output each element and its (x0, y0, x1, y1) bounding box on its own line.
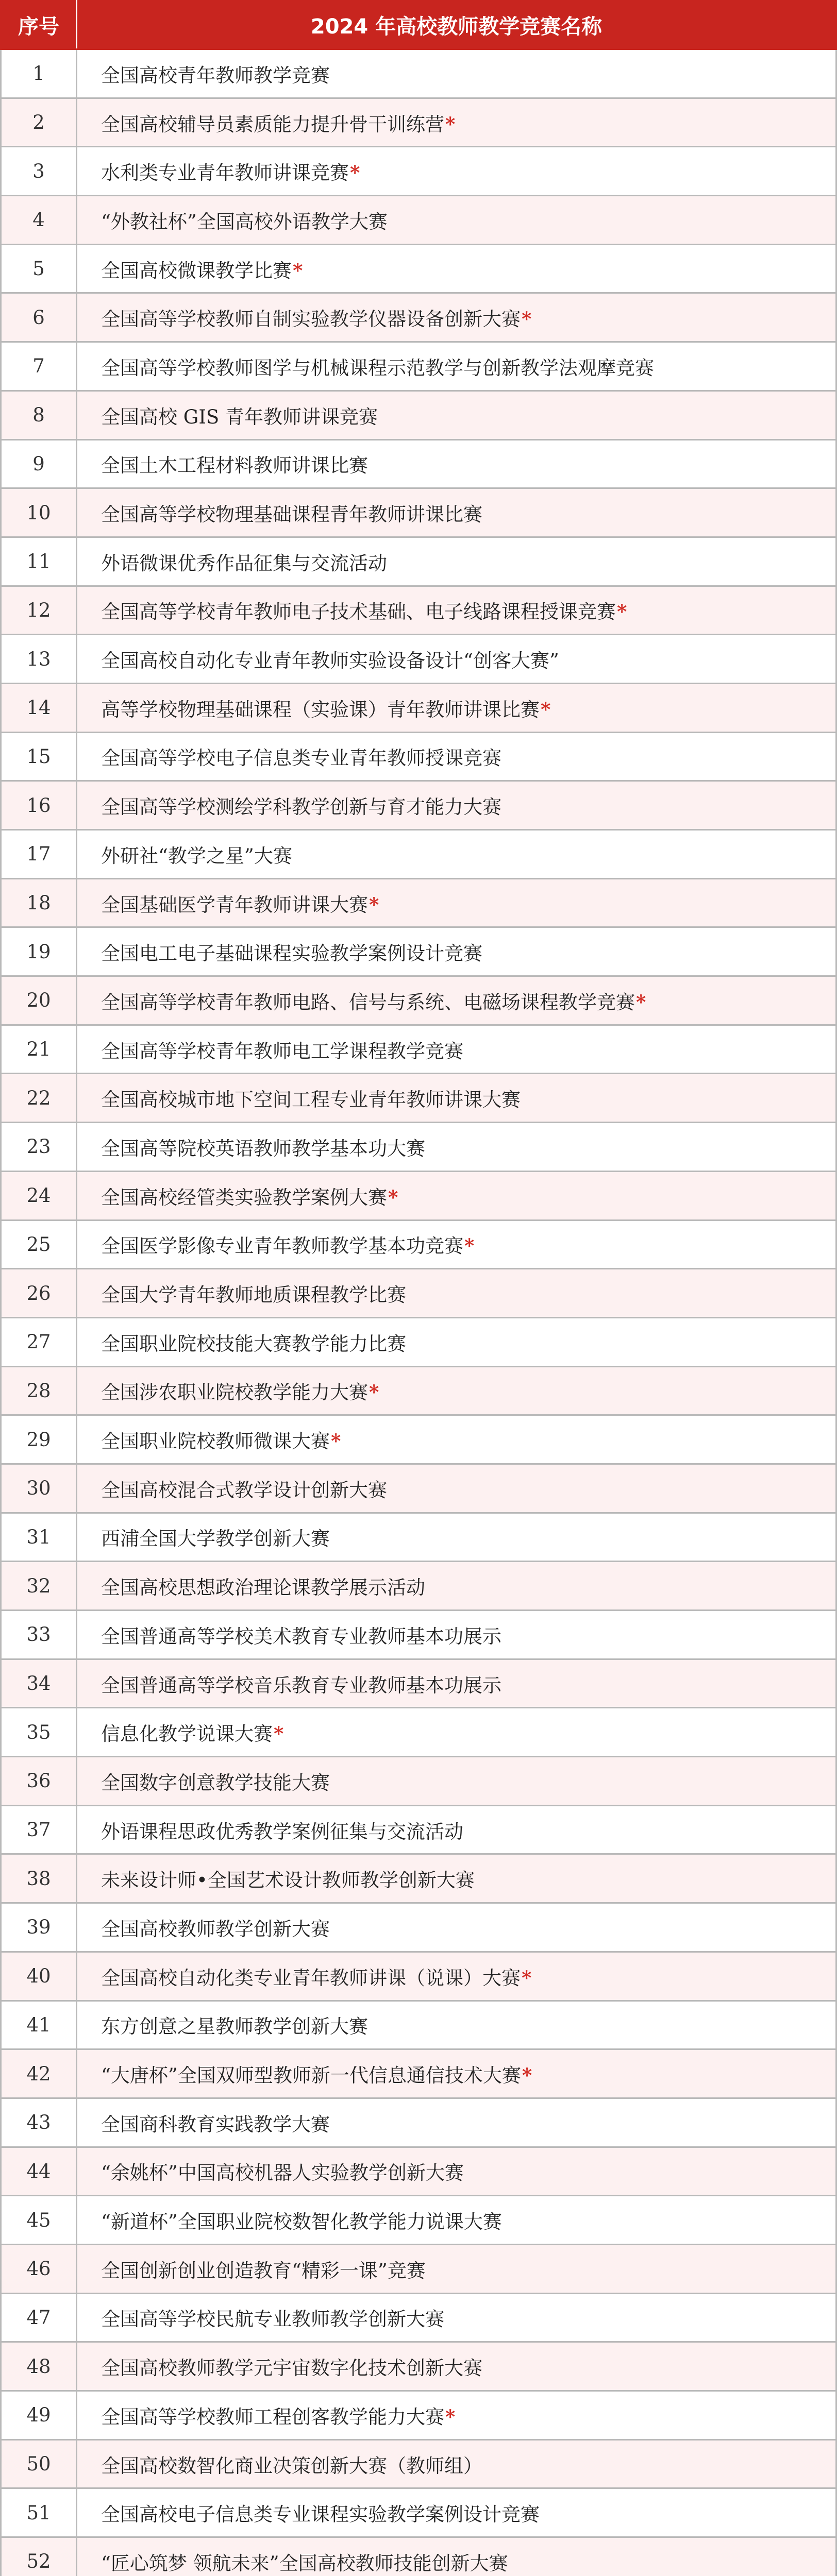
competition-name: 外语课程思政优秀教学案例征集与交流活动 (101, 1820, 463, 1843)
table-row (1, 2049, 836, 2098)
competition-name-cell (77, 2293, 836, 2342)
competition-name-cell (77, 878, 836, 927)
row-number: 40 (1, 1952, 77, 2001)
row-number: 5 (1, 244, 77, 293)
competition-name: 全国涉农职业院校教学能力大赛 (101, 1381, 368, 1404)
competition-name-cell (77, 2244, 836, 2293)
table-row (1, 635, 836, 684)
competition-name: 全国高等学校青年教师电路、信号与系统、电磁场课程教学竞赛 (101, 991, 635, 1013)
row-number: 48 (1, 2342, 77, 2391)
table-row (1, 1562, 836, 1611)
competition-name-cell (77, 488, 836, 537)
table-row (1, 49, 836, 98)
competition-name: 全国高等学校教师工程创客教学能力大赛 (101, 2405, 444, 2428)
table-row (1, 830, 836, 879)
competition-name-cell (77, 1513, 836, 1562)
competition-name: 全国高校 GIS 青年教师讲课竞赛 (101, 405, 378, 428)
competition-name: 全国高等学校民航专业教师教学创新大赛 (101, 2308, 444, 2331)
competition-name: 全国高校微课教学比赛 (101, 259, 292, 282)
competition-name-cell (77, 1708, 836, 1757)
not-held-2023-marker: * (617, 600, 627, 623)
competition-name: 全国高校自动化专业青年教师实验设备设计“创客大赛” (101, 650, 559, 672)
competition-name: 未来设计师•全国艺术设计教师教学创新大赛 (101, 1869, 475, 1892)
competition-name-cell (77, 439, 836, 488)
table-row (1, 1415, 836, 1464)
competition-name-cell (77, 49, 836, 98)
competition-name-cell (77, 1171, 836, 1220)
row-number: 42 (1, 2049, 77, 2098)
not-held-2023-marker: * (541, 698, 551, 721)
competition-name-cell (77, 1025, 836, 1074)
row-number: 4 (1, 196, 77, 245)
table-row (1, 2488, 836, 2537)
competition-name: 全国高等学校电子信息类专业青年教师授课竞赛 (101, 747, 501, 770)
row-number: 49 (1, 2391, 77, 2440)
row-number: 46 (1, 2244, 77, 2293)
table-row (1, 1074, 836, 1123)
competition-name-cell (77, 683, 836, 732)
not-held-2023-marker: * (369, 893, 379, 916)
row-number: 51 (1, 2488, 77, 2537)
table-row (1, 1513, 836, 1562)
row-number: 8 (1, 391, 77, 439)
competition-name-cell (77, 1123, 836, 1172)
competition-name-cell (77, 1903, 836, 1952)
row-number: 28 (1, 1366, 77, 1415)
competition-name-cell (77, 342, 836, 391)
row-number: 38 (1, 1854, 77, 1903)
table-row (1, 98, 836, 147)
competition-name: 全国高等学校教师图学与机械课程示范教学与创新教学法观摩竞赛 (101, 357, 654, 379)
table-row (1, 1903, 836, 1952)
table-row (1, 2342, 836, 2391)
table-row (1, 2439, 836, 2488)
competition-name-cell (77, 1269, 836, 1318)
competition-name: 全国职业院校技能大赛教学能力比赛 (101, 1332, 406, 1355)
competition-name: 全国电工电子基础课程实验教学案例设计竞赛 (101, 942, 482, 965)
table-row (1, 586, 836, 635)
competition-name-cell (77, 1464, 836, 1513)
competition-name-cell (77, 2488, 836, 2537)
not-held-2023-marker: * (369, 1381, 379, 1404)
table-row (1, 1757, 836, 1806)
table-row (1, 537, 836, 586)
table-row (1, 1317, 836, 1366)
competition-name-cell (77, 1415, 836, 1464)
row-number: 39 (1, 1903, 77, 1952)
row-number: 19 (1, 927, 77, 976)
competition-name: 全国高等学校物理基础课程青年教师讲课比赛 (101, 503, 482, 526)
not-held-2023-marker: * (636, 990, 646, 1013)
competition-name-cell (77, 586, 836, 635)
row-number: 20 (1, 976, 77, 1025)
row-number: 31 (1, 1513, 77, 1562)
row-number: 14 (1, 683, 77, 732)
row-number: 13 (1, 635, 77, 684)
table-row (1, 147, 836, 196)
row-number: 23 (1, 1123, 77, 1172)
competition-name: 全国高校青年教师教学竞赛 (101, 64, 330, 87)
table-row (1, 2098, 836, 2147)
row-number: 35 (1, 1708, 77, 1757)
header-competition-name: 2024 年高校教师教学竞赛名称 (77, 1, 836, 49)
competition-name: 全国大学青年教师地质课程教学比赛 (101, 1284, 406, 1307)
competition-name-cell (77, 2537, 836, 2576)
competition-name: 西浦全国大学教学创新大赛 (101, 1528, 330, 1550)
row-number: 6 (1, 293, 77, 342)
competition-name-cell (77, 1854, 836, 1903)
competition-name: “余姚杯”中国高校机器人实验教学创新大赛 (101, 2162, 464, 2184)
competition-name: 全国高等学校教师自制实验教学仪器设备创新大赛 (101, 308, 521, 331)
competition-name-cell (77, 1611, 836, 1659)
competition-name-cell (77, 2439, 836, 2488)
table-row (1, 1611, 836, 1659)
row-number: 9 (1, 439, 77, 488)
table-row (1, 342, 836, 391)
table-row (1, 1952, 836, 2001)
table-row (1, 1123, 836, 1172)
competition-name: 全国高等学校测绘学科教学创新与育才能力大赛 (101, 796, 501, 819)
not-held-2023-marker: * (274, 1722, 284, 1745)
row-number: 41 (1, 2001, 77, 2049)
table-row (1, 1854, 836, 1903)
row-number: 3 (1, 147, 77, 196)
competition-name: “匠心筑梦 领航未来”全国高校教师技能创新大赛 (101, 2552, 508, 2574)
competition-name-cell (77, 1805, 836, 1854)
row-number: 15 (1, 732, 77, 781)
table-row (1, 1708, 836, 1757)
table-row (1, 439, 836, 488)
table-row (1, 1659, 836, 1708)
competition-name: 外语微课优秀作品征集与交流活动 (101, 552, 387, 574)
table-row (1, 2244, 836, 2293)
competition-name-cell (77, 2391, 836, 2440)
table-row (1, 878, 836, 927)
competition-name-cell (77, 1074, 836, 1123)
competition-name: 全国普通高等学校美术教育专业教师基本功展示 (101, 1625, 501, 1648)
competition-name-cell (77, 2001, 836, 2049)
competition-name-cell (77, 781, 836, 830)
table-row (1, 196, 836, 245)
row-number: 18 (1, 878, 77, 927)
competition-name: 水利类专业青年教师讲课竞赛 (101, 162, 349, 184)
competition-name: 全国普通高等学校音乐教育专业教师基本功展示 (101, 1674, 501, 1697)
row-number: 33 (1, 1611, 77, 1659)
table-row (1, 1171, 836, 1220)
competition-name: 全国高校辅导员素质能力提升骨干训练营 (101, 113, 444, 135)
table-row (1, 391, 836, 439)
competition-name-cell (77, 2342, 836, 2391)
competition-name-cell (77, 196, 836, 245)
competition-name-cell (77, 1562, 836, 1611)
competition-name-cell (77, 147, 836, 196)
competition-name-cell (77, 1220, 836, 1269)
competition-name: 外研社“教学之星”大赛 (101, 844, 292, 867)
row-number: 16 (1, 781, 77, 830)
competition-name-cell (77, 1366, 836, 1415)
competition-name: 全国高校教师教学元宇宙数字化技术创新大赛 (101, 2357, 482, 2380)
row-number: 17 (1, 830, 77, 879)
table-row (1, 1220, 836, 1269)
competition-name-cell (77, 2147, 836, 2196)
competition-name: 全国高校自动化类专业青年教师讲课（说课）大赛 (101, 1967, 521, 1989)
row-number: 2 (1, 98, 77, 147)
competition-name: 全国高校城市地下空间工程专业青年教师讲课大赛 (101, 1089, 521, 1111)
competition-name-cell (77, 244, 836, 293)
table-row (1, 683, 836, 732)
competition-name: 全国高校混合式教学设计创新大赛 (101, 1479, 387, 1501)
table-row (1, 244, 836, 293)
table-row (1, 1025, 836, 1074)
not-held-2023-marker: * (350, 161, 360, 184)
not-held-2023-marker: * (445, 112, 456, 135)
not-held-2023-marker: * (445, 2405, 456, 2428)
row-number: 52 (1, 2537, 77, 2576)
not-held-2023-marker: * (522, 2064, 532, 2087)
competition-name-cell (77, 2049, 836, 2098)
competition-name: 全国高等学校青年教师电子技术基础、电子线路课程授课竞赛 (101, 601, 616, 623)
table-row (1, 1464, 836, 1513)
row-number: 36 (1, 1757, 77, 1806)
competition-name: 全国医学影像专业青年教师教学基本功竞赛 (101, 1235, 463, 1258)
row-number: 47 (1, 2293, 77, 2342)
table-row (1, 1366, 836, 1415)
row-number: 29 (1, 1415, 77, 1464)
competition-name-cell (77, 2098, 836, 2147)
competition-name-cell (77, 1317, 836, 1366)
row-number: 7 (1, 342, 77, 391)
row-number: 45 (1, 2196, 77, 2245)
competition-name: 全国高校教师教学创新大赛 (101, 1918, 330, 1940)
competition-name: 全国创新创业创造教育“精彩一课”竞赛 (101, 2259, 426, 2282)
row-number: 25 (1, 1220, 77, 1269)
competition-name-cell (77, 976, 836, 1025)
competition-name-cell (77, 293, 836, 342)
row-number: 11 (1, 537, 77, 586)
table-row (1, 2537, 836, 2576)
table-body (1, 49, 836, 2576)
row-number: 34 (1, 1659, 77, 1708)
header-number: 序号 (1, 1, 77, 49)
row-number: 37 (1, 1805, 77, 1854)
competition-name-cell (77, 1952, 836, 2001)
competition-name-cell (77, 537, 836, 586)
not-held-2023-marker: * (464, 1234, 475, 1258)
row-number: 27 (1, 1317, 77, 1366)
table-row (1, 1805, 836, 1854)
competition-name-cell (77, 927, 836, 976)
table-row (1, 976, 836, 1025)
table-row (1, 2196, 836, 2245)
table-row (1, 293, 836, 342)
competition-name: 全国高等院校英语教师教学基本功大赛 (101, 1137, 425, 1160)
table-row (1, 781, 836, 830)
row-number: 21 (1, 1025, 77, 1074)
row-number: 44 (1, 2147, 77, 2196)
competition-name-cell (77, 732, 836, 781)
competition-name: 全国高校电子信息类专业课程实验教学案例设计竞赛 (101, 2503, 540, 2526)
row-number: 26 (1, 1269, 77, 1318)
competition-name-cell (77, 830, 836, 879)
competition-name: 东方创意之星教师教学创新大赛 (101, 2015, 368, 2038)
row-number: 1 (1, 49, 77, 98)
competition-name-cell (77, 635, 836, 684)
competition-name: 全国基础医学青年教师讲课大赛 (101, 893, 368, 916)
competition-name: 高等学校物理基础课程（实验课）青年教师讲课比赛 (101, 698, 540, 721)
competition-name-cell (77, 1659, 836, 1708)
competition-name: “大唐杯”全国双师型教师新一代信息通信技术大赛 (101, 2064, 521, 2087)
row-number: 43 (1, 2098, 77, 2147)
not-held-2023-marker: * (331, 1430, 341, 1453)
competition-name-cell (77, 1757, 836, 1806)
competition-name: “新道杯”全国职业院校数智化教学能力说课大赛 (101, 2211, 502, 2233)
row-number: 22 (1, 1074, 77, 1123)
competition-name: 全国数字创意教学技能大赛 (101, 1771, 330, 1794)
competition-name: 全国土木工程材料教师讲课比赛 (101, 454, 368, 477)
competition-name: 全国高校思想政治理论课教学展示活动 (101, 1577, 425, 1599)
not-held-2023-marker: * (388, 1185, 398, 1209)
competition-name: 全国职业院校教师微课大赛 (101, 1430, 330, 1453)
table-row (1, 2293, 836, 2342)
competition-name: 全国商科教育实践教学大赛 (101, 2113, 330, 2136)
not-held-2023-marker: * (522, 1966, 532, 1989)
row-number: 24 (1, 1171, 77, 1220)
competition-name: “外教社杯”全国高校外语教学大赛 (101, 210, 388, 233)
competition-name: 全国高校经管类实验教学案例大赛 (101, 1186, 387, 1209)
table-row (1, 1269, 836, 1318)
table-row (1, 2391, 836, 2440)
competition-name: 信息化教学说课大赛 (101, 1723, 273, 1745)
competition-name-cell (77, 98, 836, 147)
competition-name: 全国高校数智化商业决策创新大赛（教师组） (101, 2454, 482, 2477)
competition-name-cell (77, 2196, 836, 2245)
table-row (1, 732, 836, 781)
not-held-2023-marker: * (293, 259, 303, 282)
table-header-row (1, 1, 836, 49)
not-held-2023-marker: * (522, 308, 532, 331)
row-number: 30 (1, 1464, 77, 1513)
table-row (1, 2001, 836, 2049)
row-number: 50 (1, 2439, 77, 2488)
row-number: 10 (1, 488, 77, 537)
table-row (1, 488, 836, 537)
row-number: 32 (1, 1562, 77, 1611)
table-row (1, 2147, 836, 2196)
row-number: 12 (1, 586, 77, 635)
competition-name: 全国高等学校青年教师电工学课程教学竞赛 (101, 1040, 463, 1062)
competition-name-cell (77, 391, 836, 439)
table-row (1, 927, 836, 976)
